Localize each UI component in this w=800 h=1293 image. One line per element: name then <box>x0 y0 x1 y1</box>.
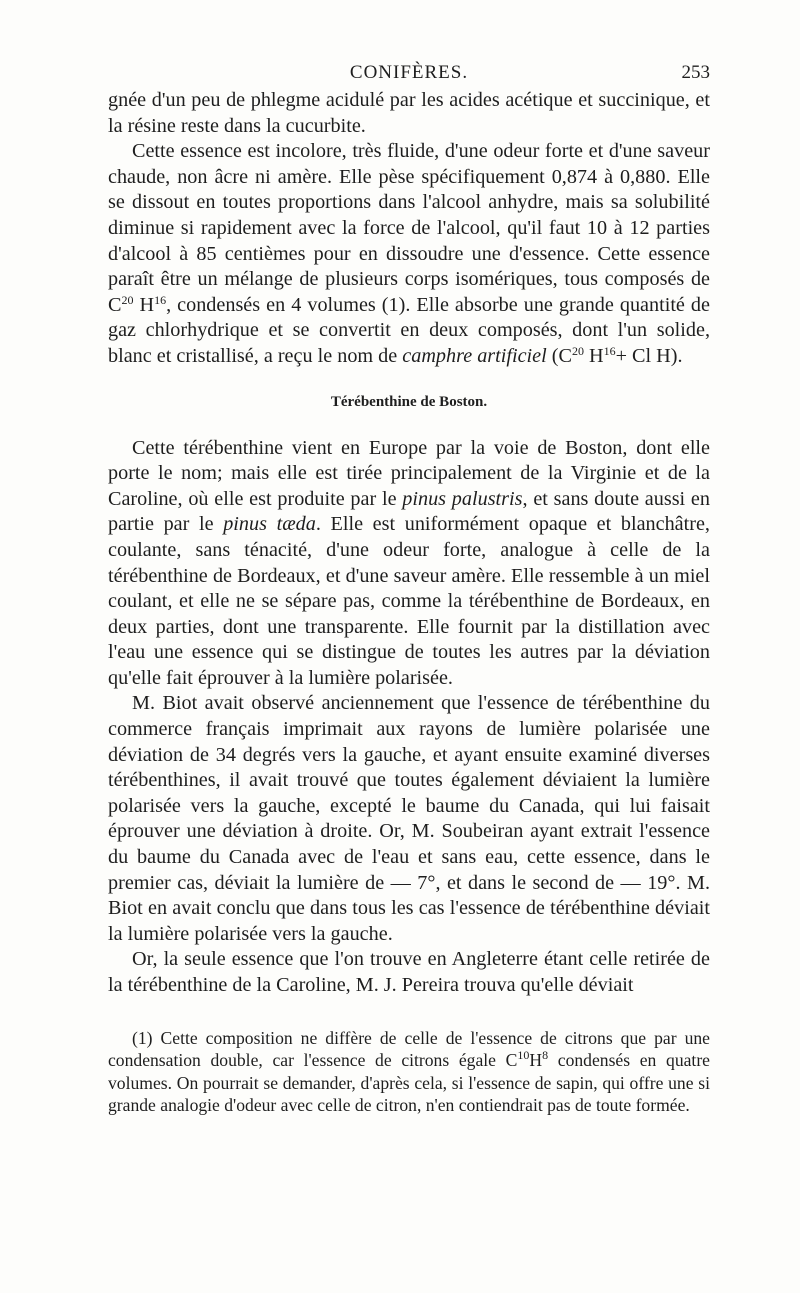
italic-term: camphre artificiel <box>402 344 547 367</box>
page-body <box>108 88 710 1117</box>
text-run: H <box>133 293 155 316</box>
running-title: CONIFÈRES. <box>349 62 469 83</box>
superscript: 16 <box>154 292 167 307</box>
text-run: Cette térébenthine vient en Europe par la voie de Boston, dont elle porte le nom; mais elle est tirée principalement de la Virginie et de la Caroline, où elle est produite par le <box>108 436 710 510</box>
text-run: condensés en quatre volumes. On pourrait se demander, d'après cela, si l'essence de sapin, qui offre une si grande analogie d'odeur avec celle de citron, n'en contiendrait pas de toute formée. <box>108 1050 710 1116</box>
text-run: M. Biot avait observé anciennement que l'essence de térébenthine du commerce français imprimait aux rayons de lumière polarisée une déviation de 34 degrés vers la gauche, et ayant ensuite examiné diverses térébenthines, il avait trouvé que toutes également déviaient la lumière polarisée vers la gauche, excepté le baume du Canada, qui lui faisait éprouver une déviation à droite. Or, M. Soubeiran ayant extrait l'essence du baume du Canada avec de l'eau et sans eau, cette essence, dans le premier cas, déviait la lumière de — 7°, et dans le second de — 19°. M. Biot en avait conclu que dans tous les cas l'essence de térébenthine déviait la lumière polarisée vers la gauche. <box>108 692 710 945</box>
text-run: H <box>529 1050 543 1071</box>
superscript: 8 <box>542 1048 549 1063</box>
text-run: Or, la seule essence que l'on trouve en Angleterre étant celle retirée de la térébenthine de la Caroline, M. J. Pereira trouva qu'elle déviait <box>108 948 710 996</box>
footnote <box>108 1027 710 1117</box>
page-header <box>108 62 710 88</box>
superscript: 10 <box>517 1048 530 1063</box>
paragraph <box>108 691 710 947</box>
paragraph <box>108 947 710 998</box>
text-run: gnée d'un peu de phlegme acidulé par les acides acétique et succinique, et la résine reste dans la cucurbite. <box>108 89 710 137</box>
intro-paragraphs <box>108 88 710 370</box>
footnotes <box>108 1027 710 1117</box>
section-paragraphs <box>108 436 710 999</box>
superscript: 16 <box>603 343 616 358</box>
text-run: . Elle est uniformément opaque et blanchâtre, coulante, sans ténacité, d'une odeur forte, analogue à celle de la térébenthine de Bordeaux, et d'une saveur amère. Elle ressemble à un miel coulant, et elle ne se sépare pas, comme la térébenthine de Bordeaux, en deux parties, dont une transparente. Elle fournit par la distillation avec l'eau une essence qui se distingue de toutes les autres par la déviation qu'elle fait éprouver à la lumière polarisée. <box>108 513 710 689</box>
section-heading: Térébenthine de Boston. <box>330 393 488 410</box>
italic-term: pinus tæda <box>223 513 316 536</box>
superscript: 20 <box>121 292 134 307</box>
paragraph <box>108 436 710 692</box>
text-run: Cette essence est incolore, très fluide, d'une odeur forte et d'une saveur chaude, non âcre ni amère. Elle pèse spécifiquement 0,874 à 0,880. Elle se dissout en toutes proportions dans l'alcool anhydre, mais sa solubilité diminue si rapidement avec la force de l'alcool, qu'il faut 10 à 12 parties d'alcool à 85 centièmes pour en dissoudre une d'essence. Cette essence paraît être un mélange de plusieurs corps isomériques, tous composés de C <box>108 140 710 316</box>
text-run: (1) Cette composition ne diffère de celle de l'essence de citrons que par une condensation double, car l'essence de citrons égale C <box>108 1027 710 1071</box>
text-run: , et sans doute aussi en partie par le <box>108 487 710 536</box>
page-number: 253 <box>681 62 710 83</box>
paragraph <box>108 139 710 369</box>
superscript: 20 <box>571 343 584 358</box>
text-run: , condensés en 4 volumes (1). Elle absorbe une grande quantité de gaz chlorhydrique et se convertit en deux composés, dont l'un solide, blanc et cristallisé, a reçu le nom de <box>108 293 710 367</box>
text-run: H <box>583 344 604 367</box>
italic-term: pinus palustris <box>402 487 523 510</box>
paragraph <box>108 88 710 139</box>
text-run: (C <box>546 344 572 367</box>
text-run: + Cl H). <box>615 344 683 367</box>
